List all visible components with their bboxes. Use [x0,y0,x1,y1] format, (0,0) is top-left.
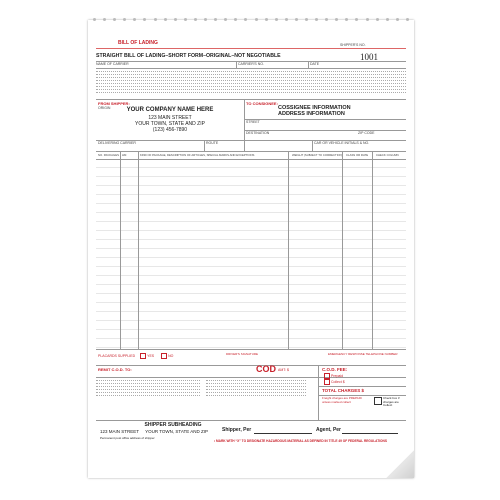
car-vehicle-label: CAR OR VEHICLE INITIALS & NO. [314,141,370,145]
company-name: YOUR COMPANY NAME HERE [126,107,214,113]
shipper-per-label: Shipper, Per [222,427,252,433]
date-label: DATE [310,62,320,66]
cod-amount-label: AMT: $ [278,368,289,372]
placards-label: PLACARDS SUPPLIED [98,353,136,358]
delivering-carrier-label: DELIVERING CARRIER [98,141,136,145]
to-consignee-label: TO CONSIGNEE: [246,101,278,106]
page-curl [386,450,414,478]
header-rule [96,48,406,49]
carrier-no-label: CARRIER'S NO. [238,62,264,66]
col-no-packages: NO. PACKAGES [98,153,119,157]
collect-label: Collect [331,379,342,384]
col-weight: WEIGHT (SUBJECT TO CORRECTION) [292,153,343,157]
carrier-name-label: NAME OF CARRIER [96,62,129,66]
placards-row [98,353,173,359]
placards-yes-label: YES [147,353,155,358]
perforation-holes [88,14,414,24]
agent-per-label: Agent, Per [316,427,342,433]
consignee-line-1: COSSIGNEE INFORMATION [278,105,351,111]
freight-prepaid-note: Freight charges are PREPAID unless marked collect [322,396,362,404]
terms-fine-print [96,70,406,100]
cod-fee-label: C.O.D. FEE: [322,367,348,372]
permanent-address-note: Permanent post office address of shipper [100,436,155,440]
form-title: STRAIGHT BILL OF LADING–SHORT FORM–ORIGINAL–NOT NEGOTIABLE [96,53,281,59]
collect-amount-label: $ [342,379,345,384]
route-label: ROUTE [206,141,219,145]
shipper-sub-address: 123 MAIN STREET YOUR TOWN, STATE AND ZIP [100,429,209,434]
destination-label: DESTINATION [246,131,270,135]
from-shipper-label: FROM SHIPPER: [98,101,130,106]
placards-no-label: NO [168,353,174,358]
document-number: 1001 [360,52,378,62]
remit-cod-label: REMIT C.O.D. TO: [98,367,132,372]
collect-checkbox[interactable] [324,379,330,385]
prepaid-label: Prepaid [331,373,344,378]
col-description: KIND OF PACKAGE, DESCRIPTION OF ARTICLES, SPECIAL MARKS AND EXCEPTIONS [140,153,255,157]
hazmat-note: • MARK WITH “X” TO DESIGNATE HAZARDOUS MATERIAL AS DEFINED IN TITLE 49 OF FEDERAL REGULATIONS [214,439,387,443]
company-city: YOUR TOWN, STATE AND ZIP [135,121,205,127]
origin-label: ORIGIN [98,106,111,110]
col-hm: HM [122,153,127,157]
col-class: CLASS OR RATE [346,153,369,157]
col-check: CHECK COLUMN [376,153,399,157]
company-phone: (123) 456-7890 [152,127,188,133]
collect-charges-checkbox[interactable] [374,397,382,405]
placards-yes-checkbox[interactable] [140,353,146,359]
cod-heading: COD [256,364,276,374]
total-charges-label: TOTAL CHARGES $ [322,388,365,393]
form-banner: BILL OF LADING [118,40,158,46]
placards-no-checkbox[interactable] [161,353,167,359]
shipper-no-label: SHIPPER'S NO. [340,43,366,47]
items-table[interactable] [96,159,406,350]
cod-collect [324,379,345,385]
bill-of-lading-form [88,20,414,478]
company-street: 123 MAIN STREET [148,115,192,121]
street-label: STREET [246,120,260,124]
shipper-subheading: SHIPPER SUBHEADING [144,422,202,428]
items-table-header [96,152,406,159]
shipper-statement-fine-print [96,378,200,408]
consignee-line-2: ADDRESS INFORMATION [278,111,345,117]
driver-signature-label: DRIVER'S SIGNATURE [226,352,259,356]
carrier-statement-fine-print [206,378,306,408]
check-box-note: Check box if charges are Collect [383,396,400,408]
zip-label: ZIP CODE [358,131,375,135]
emergency-phone-label: EMERGENCY RESPONSE TELEPHONE NUMBER [328,352,398,356]
